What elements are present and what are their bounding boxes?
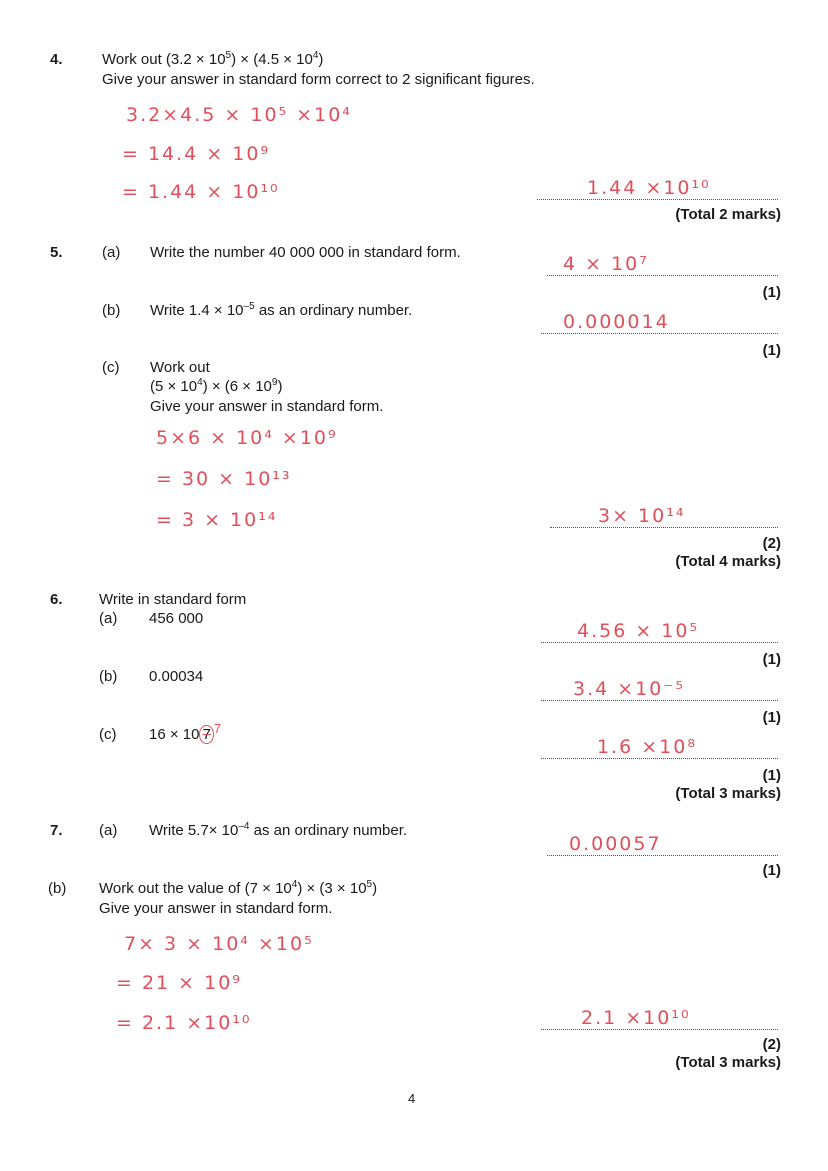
q4-number: 4. [50,51,63,68]
q6c-label: (c) [99,726,117,743]
q7b-working-line: = 21 × 10⁹ [116,972,242,994]
q7a-answer-line [547,833,778,856]
q6b-question: 0.00034 [149,668,204,685]
q5c-marks: (2) [762,535,781,552]
q7b-answer-line [541,1007,778,1030]
q4-working-line: = 1.44 × 10¹⁰ [122,181,280,203]
q6a-answer: 4.56 × 10⁵ [577,620,700,642]
q5b-question: Write $1.4 \times 10^{-5}$ as an ordinary number. [150,301,413,319]
q5b-answer-line [541,311,778,334]
page-number: 4 [408,1091,416,1106]
q7a-label: (a) [99,822,118,839]
q7b-answer: 2.1 ×10¹⁰ [581,1007,691,1029]
q7-total-marks: (Total 3 marks) [675,1054,781,1071]
q5a-label: (a) [102,244,121,261]
q4-instruction: Work out $(3.2 \times 10^5) \times (4.5 \times 10^4)$ [102,50,324,68]
q5b-answer: 0.000014 [563,311,670,333]
q5c-line3: Give your answer in standard form. [150,398,384,415]
q6b-answer: 3.4 ×10⁻⁵ [573,678,685,700]
q5c-answer: 3× 10¹⁴ [598,505,686,527]
q7b-marks: (2) [762,1036,781,1053]
q6-total-marks: (Total 3 marks) [675,785,781,802]
q7b-working-line: = 2.1 ×10¹⁰ [116,1012,252,1034]
q6b-marks: (1) [762,709,781,726]
q7a-marks: (1) [762,862,781,879]
q7b-line2: Give your answer in standard form. [99,900,333,917]
q6a-question: 456 000 [149,610,204,627]
q6b-label: (b) [99,668,118,685]
q5-total-marks: (Total 4 marks) [675,553,781,570]
q7b-line1: Work out the value of $(7 \times 10^4) \times (3 \times 10^5)$ [99,879,378,897]
q4-working-line: = 14.4 × 10⁹ [122,143,271,165]
q5a-answer: 4 × 10⁷ [563,253,649,275]
q6a-answer-line [541,620,778,643]
q6c-answer: 1.6 ×10⁸ [597,736,697,758]
q6a-marks: (1) [762,651,781,668]
q6c-question: 16 × 10 7 $^7$ [149,721,222,743]
q5c-label: (c) [102,359,120,376]
q6c-handwritten-exponent: 7 [213,721,222,736]
q6c-marks: (1) [762,767,781,784]
q4-instruction-line2: Give your answer in standard form correct to 2 significant figures. [102,71,535,88]
q6b-answer-line [541,678,778,701]
q5-number: 5. [50,244,63,261]
q5a-question: Write the number 40 000 000 in standard form. [150,244,461,261]
q4-answer-line [537,177,778,200]
q5b-label: (b) [102,302,121,319]
q7-number: 7. [50,822,63,839]
q6c-answer-line [541,736,778,759]
q7b-working-line: 7× 3 × 10⁴ ×10⁵ [124,933,314,955]
q5c-line1: Work out [150,359,210,376]
q5c-line2: $(5 \times 10^4) \times (6 \times 10^9)$ [150,377,283,395]
q5a-answer-line [547,253,778,276]
q6-number: 6. [50,591,63,608]
q7b-label: (b) [48,880,67,897]
q4-total-marks: (Total 2 marks) [675,206,781,223]
q6-intro: Write in standard form [99,591,247,608]
q7a-answer: 0.00057 [569,833,662,855]
q5c-working-line: 5×6 × 10⁴ ×10⁹ [156,427,338,449]
q4-answer: 1.44 ×10¹⁰ [587,177,711,199]
q6a-label: (a) [99,610,118,627]
q5c-answer-line [550,505,778,528]
q4-working-line: 3.2×4.5 × 10⁵ ×10⁴ [126,104,352,126]
q5a-marks: (1) [762,284,781,301]
q5c-working-line: = 30 × 10¹³ [156,468,292,490]
q5c-working-line: = 3 × 10¹⁴ [156,509,278,531]
q5b-marks: (1) [762,342,781,359]
q7a-question: Write $5.7\times 10^{-4}$ as an ordinary number. [149,821,408,839]
q6c-struck-exponent: 7 [199,725,213,744]
